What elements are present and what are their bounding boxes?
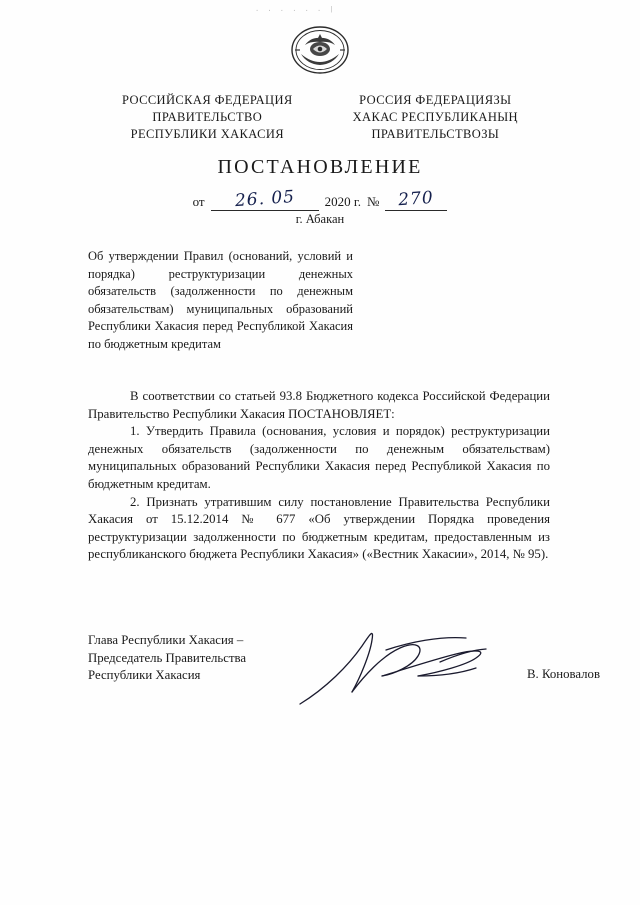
letterhead-russian: РОССИЙСКАЯ ФЕДЕРАЦИЯ ПРАВИТЕЛЬСТВО РЕСПУБЛИКИ ХАКАСИЯ [122, 93, 293, 141]
paragraph-item-1: 1. Утвердить Правила (основания, условия и порядок) реструктуризации денежных обязательств (задолженности по денежным обязательствам) муниципальных образований Республики Хакасия перед Республикой Хакасия по бюджетным кредитам. [88, 424, 550, 491]
date-handwritten-value: 26. 05 [233, 186, 296, 212]
number-handwritten-value: 270 [398, 187, 435, 211]
number-field [385, 187, 447, 211]
date-and-number-line [0, 186, 640, 212]
date-label: от [192, 194, 205, 209]
scan-artifact-text: . . . . . . | [255, 6, 336, 14]
coat-of-arms-icon [289, 24, 351, 76]
letterhead [0, 92, 640, 143]
paragraph-item-2: 2. Признать утратившим силу постановление Правительства Республики Хакасия от 15.12.2014 № 677 «Об утверждении Порядка проведения реструктуризации задолженности по бюджетным кредитам, предоставленным из республиканского бюджета Республики Хакасия» («Вестник Хакасии», 2014, № 95). [88, 494, 550, 562]
document-subject: Об утверждении Правил (оснований, условий и порядка) реструктуризации денежных обязательств (задолженности по денежным обязательствам) муниципальных образований Республики Хакасия перед Республикой Хакасия по бюджетным кредитам [88, 249, 353, 351]
year-label: 2020 г. [324, 194, 361, 209]
letterhead-khakas: РОССИЯ ФЕДЕРАЦИЯЗЫ ХАКАС РЕСПУБЛИКАНЫҢ ПРАВИТЕЛЬСТВОЗЫ [352, 93, 518, 141]
signatory-title: Глава Республики Хакасия – Председатель Правительства Республики Хакасия [88, 633, 247, 682]
signer-name: В. Коновалов [527, 667, 600, 681]
date-field [211, 186, 319, 212]
handwritten-signature-icon [290, 616, 520, 716]
number-label: № [366, 194, 380, 209]
document-type-title: ПОСТАНОВЛЕНИЕ [217, 156, 423, 178]
paragraph-preamble: В соответствии со статьей 93.8 Бюджетного кодекса Российской Федерации Правительство Республики Хакасия ПОСТАНОВЛЯЕТ: [88, 389, 550, 421]
city-label: г. Абакан [295, 212, 345, 226]
document-body [88, 388, 550, 564]
